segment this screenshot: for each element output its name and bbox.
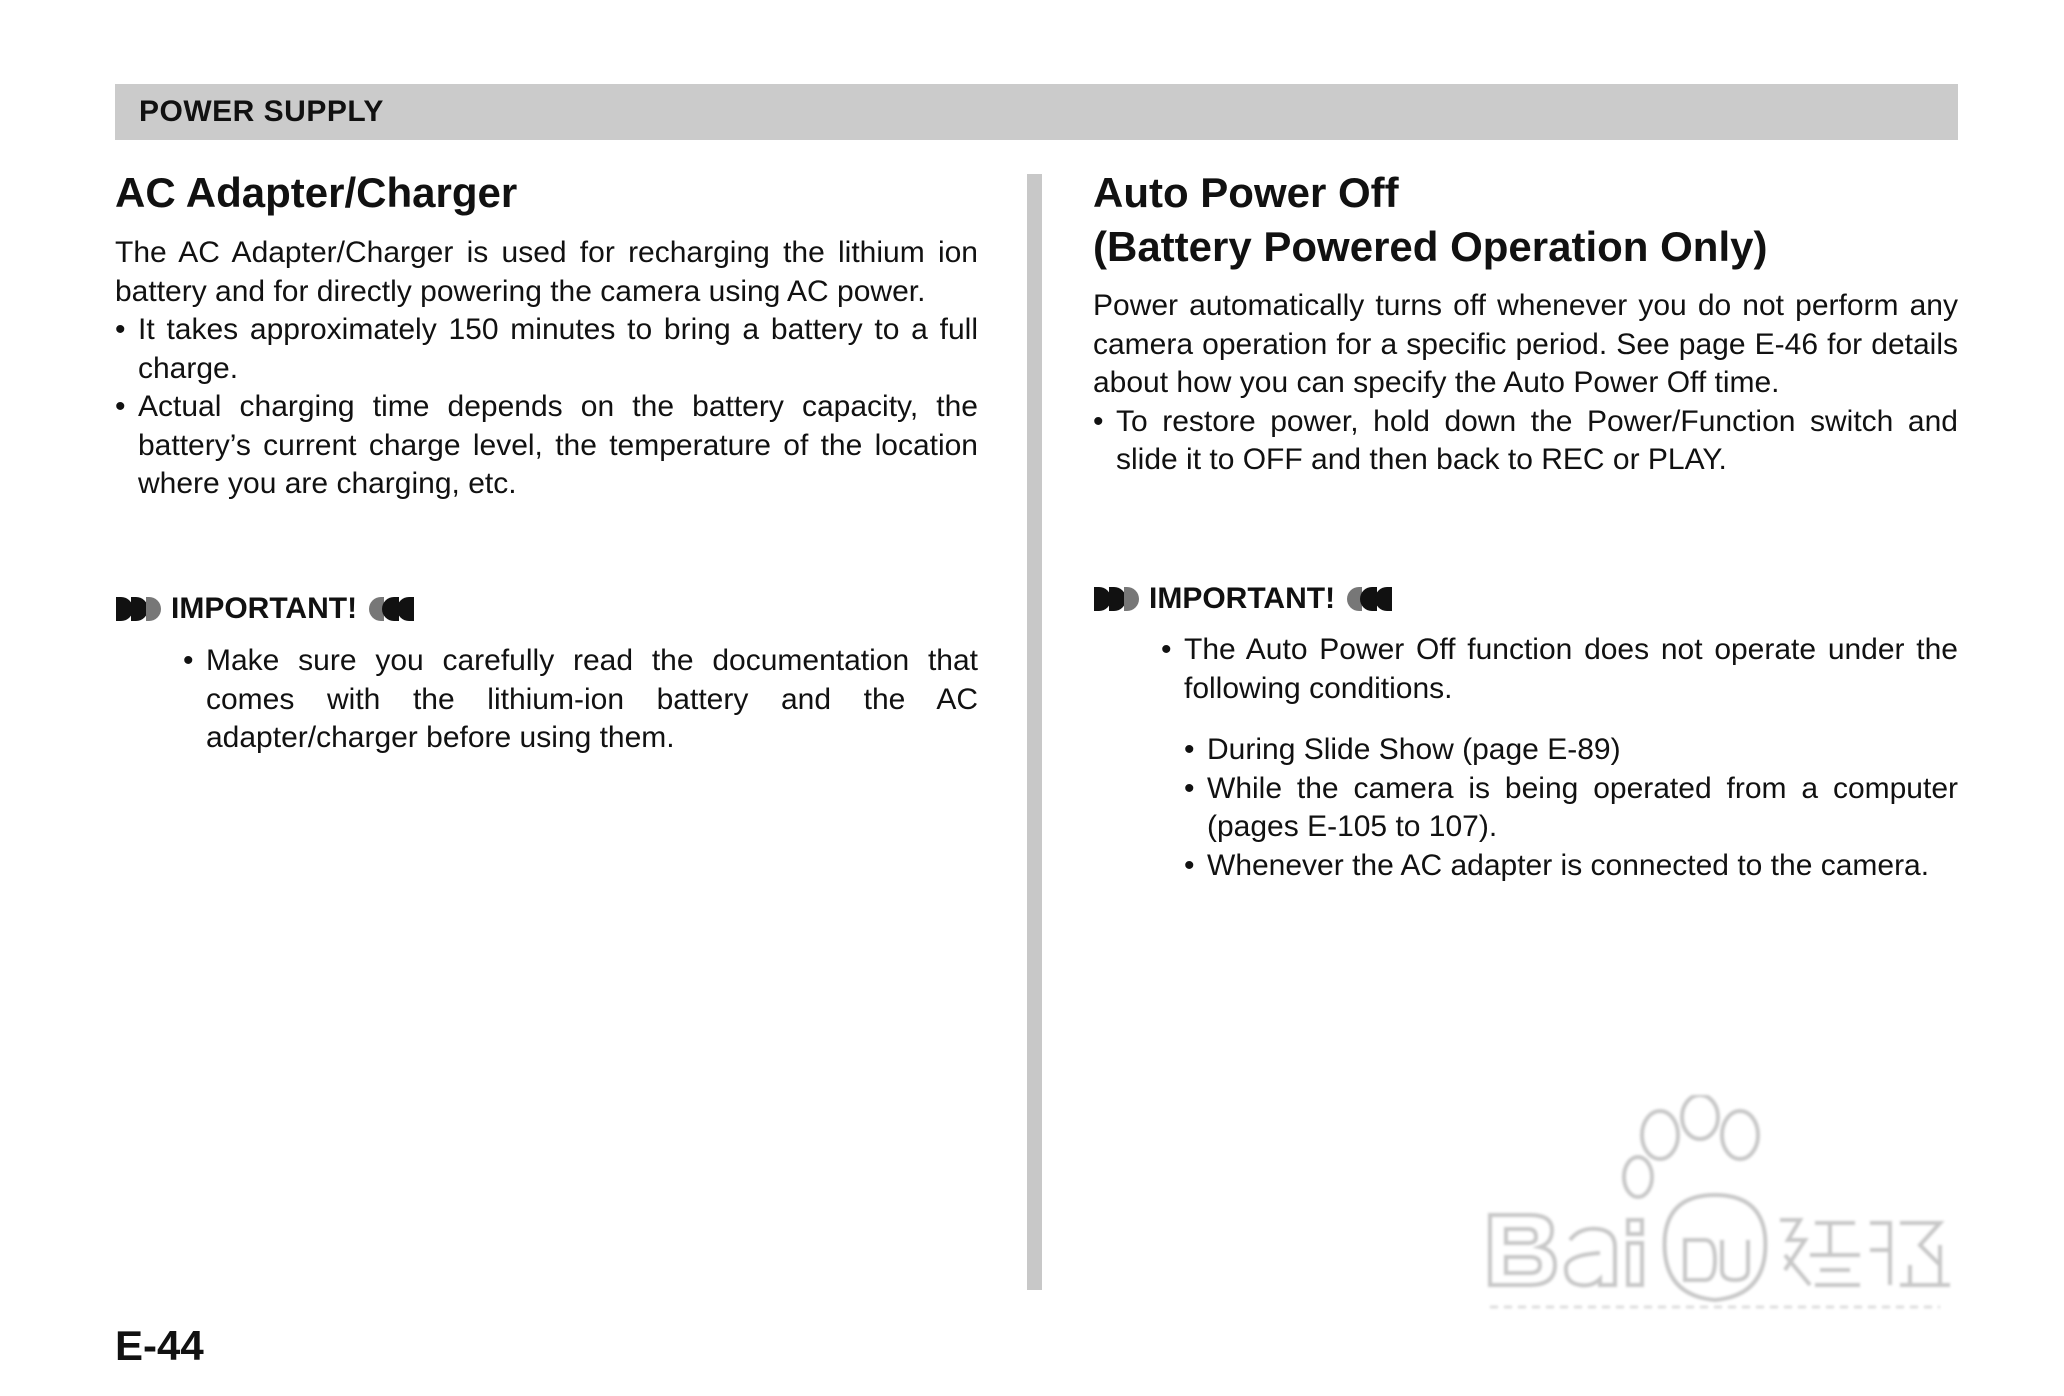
arrows-right-icon: [115, 595, 161, 623]
bullet-icon: •: [1184, 848, 1195, 882]
list-item: [183, 642, 978, 758]
arrows-right-icon: [1093, 585, 1139, 613]
important-label: IMPORTANT!: [1149, 582, 1336, 615]
auto-power-off-subtitle: (Battery Powered Operation Only): [1093, 223, 1768, 270]
auto-power-off-intro: Power automatically turns off whenever you do not perform any camera operation for a specific period. See page E-46 for details about how you can specify the Auto Power Off time.: [1093, 289, 1958, 399]
page-number: E-44: [115, 1322, 204, 1369]
list-item-text: Whenever the AC adapter is connected to the camera.: [1207, 848, 1930, 882]
column-divider: [1027, 174, 1042, 1290]
conditions-list: [1184, 731, 1958, 885]
baidu-watermark-logo: [1470, 1095, 1960, 1335]
bullet-icon: •: [1161, 633, 1172, 666]
bullet-icon: •: [1184, 771, 1195, 805]
bullet-icon: •: [115, 390, 126, 423]
list-item: [115, 388, 978, 504]
list-item-text: While the camera is being operated from a computer (pages E-105 to 107).: [1207, 771, 1958, 843]
list-item-text: The Auto Power Off function does not operate under the following conditions.: [1184, 633, 1958, 705]
important-label: IMPORTANT!: [171, 592, 358, 625]
ac-adapter-intro: The AC Adapter/Charger is used for recharging the lithium ion battery and for directly powering the camera using AC power.: [115, 236, 978, 308]
arrows-left-icon: [369, 595, 415, 623]
auto-power-off-title: Auto Power Off: [1093, 169, 1399, 216]
list-item-text: During Slide Show (page E-89): [1207, 733, 1621, 766]
bullet-icon: •: [1184, 733, 1195, 766]
list-item: [1184, 731, 1958, 770]
bullet-icon: •: [183, 644, 194, 677]
arrows-left-icon: [1347, 585, 1393, 613]
list-item-text: Actual charging time depends on the battery capacity, the battery’s current charge level, the temperature of the location where you are charging, etc.: [138, 390, 978, 500]
list-item-text: To restore power, hold down the Power/Function switch and slide it to OFF and then back to REC or PLAY.: [1116, 404, 1958, 476]
important-heading: [115, 590, 415, 628]
list-item: [1184, 847, 1958, 886]
list-item: [1184, 770, 1958, 847]
bullet-icon: •: [115, 313, 126, 346]
bullet-icon: •: [1093, 404, 1104, 438]
important-notes: [1161, 631, 1958, 708]
list-item: [1093, 403, 1958, 480]
auto-power-off-body: [1093, 287, 1958, 480]
list-item-text: Make sure you carefully read the documentation that comes with the lithium-ion battery and the AC adapter/charger before using them.: [206, 644, 978, 754]
important-notes: [183, 642, 978, 758]
section-label: POWER SUPPLY: [139, 95, 384, 128]
list-item: [1161, 631, 1958, 708]
important-heading: [1093, 580, 1393, 618]
section-header-bar: [115, 84, 1958, 140]
list-item: [115, 311, 978, 388]
list-item-text: It takes approximately 150 minutes to bring a battery to a full charge.: [138, 313, 978, 385]
ac-adapter-title: AC Adapter/Charger: [115, 169, 518, 216]
ac-adapter-body: [115, 234, 978, 504]
